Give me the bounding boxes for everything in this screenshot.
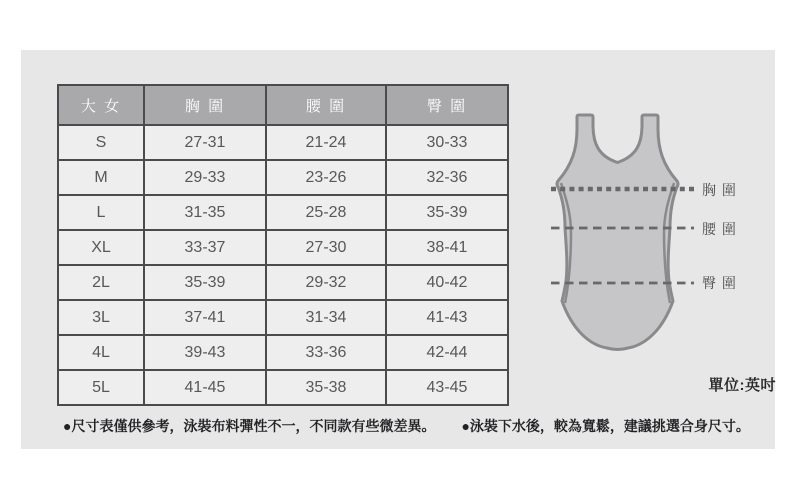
- size-cell: 2L: [58, 265, 144, 300]
- chest-cell: 41-45: [144, 370, 266, 405]
- waist-cell: 27-30: [266, 230, 386, 265]
- size-cell: 5L: [58, 370, 144, 405]
- table-row: [58, 370, 508, 405]
- table-row: [58, 230, 508, 265]
- size-chart-panel: [21, 50, 775, 449]
- chest-cell: 35-39: [144, 265, 266, 300]
- col-header-size: 大 女: [58, 85, 144, 125]
- size-cell: M: [58, 160, 144, 195]
- table-row: [58, 300, 508, 335]
- hip-cell: 32-36: [386, 160, 508, 195]
- chest-cell: 31-35: [144, 195, 266, 230]
- swimsuit-outline: [557, 115, 678, 350]
- hip-cell: 41-43: [386, 300, 508, 335]
- waist-cell: 29-32: [266, 265, 386, 300]
- chest-cell: 33-37: [144, 230, 266, 265]
- hip-cell: 40-42: [386, 265, 508, 300]
- table-row: [58, 160, 508, 195]
- note-water-loosen: ●泳裝下水後，較為寬鬆，建議挑選合身尺寸。: [461, 418, 750, 434]
- chest-cell: 27-31: [144, 125, 266, 160]
- hip-cell: 35-39: [386, 195, 508, 230]
- chest-cell: 29-33: [144, 160, 266, 195]
- table-header-row: [58, 85, 508, 125]
- chest-cell: 39-43: [144, 335, 266, 370]
- note-fit-disclaimer: ●尺寸表僅供參考，泳裝布料彈性不一，不同款有些微差異。: [63, 418, 436, 434]
- table-row: [58, 125, 508, 160]
- waist-cell: 33-36: [266, 335, 386, 370]
- table-row: [58, 265, 508, 300]
- table-row: [58, 195, 508, 230]
- waist-cell: 31-34: [266, 300, 386, 335]
- col-header-hip: 臀 圍: [386, 85, 508, 125]
- hip-measure-label: 臀 圍: [702, 275, 737, 291]
- waist-cell: 23-26: [266, 160, 386, 195]
- col-header-chest: 胸 圍: [144, 85, 266, 125]
- waist-cell: 21-24: [266, 125, 386, 160]
- size-cell: 3L: [58, 300, 144, 335]
- size-cell: 4L: [58, 335, 144, 370]
- size-cell: XL: [58, 230, 144, 265]
- notes-row: [63, 416, 763, 436]
- size-table: [57, 84, 509, 406]
- waist-cell: 35-38: [266, 370, 386, 405]
- swimsuit-illustration: [540, 105, 790, 365]
- hip-cell: 43-45: [386, 370, 508, 405]
- unit-label: 單位:英吋: [708, 377, 776, 394]
- waist-cell: 25-28: [266, 195, 386, 230]
- hip-cell: 38-41: [386, 230, 508, 265]
- table-row: [58, 335, 508, 370]
- chest-cell: 37-41: [144, 300, 266, 335]
- hip-cell: 30-33: [386, 125, 508, 160]
- size-cell: S: [58, 125, 144, 160]
- chest-measure-label: 胸 圍: [702, 182, 737, 198]
- waist-measure-label: 腰 圍: [702, 221, 737, 237]
- hip-cell: 42-44: [386, 335, 508, 370]
- size-cell: L: [58, 195, 144, 230]
- col-header-waist: 腰 圍: [266, 85, 386, 125]
